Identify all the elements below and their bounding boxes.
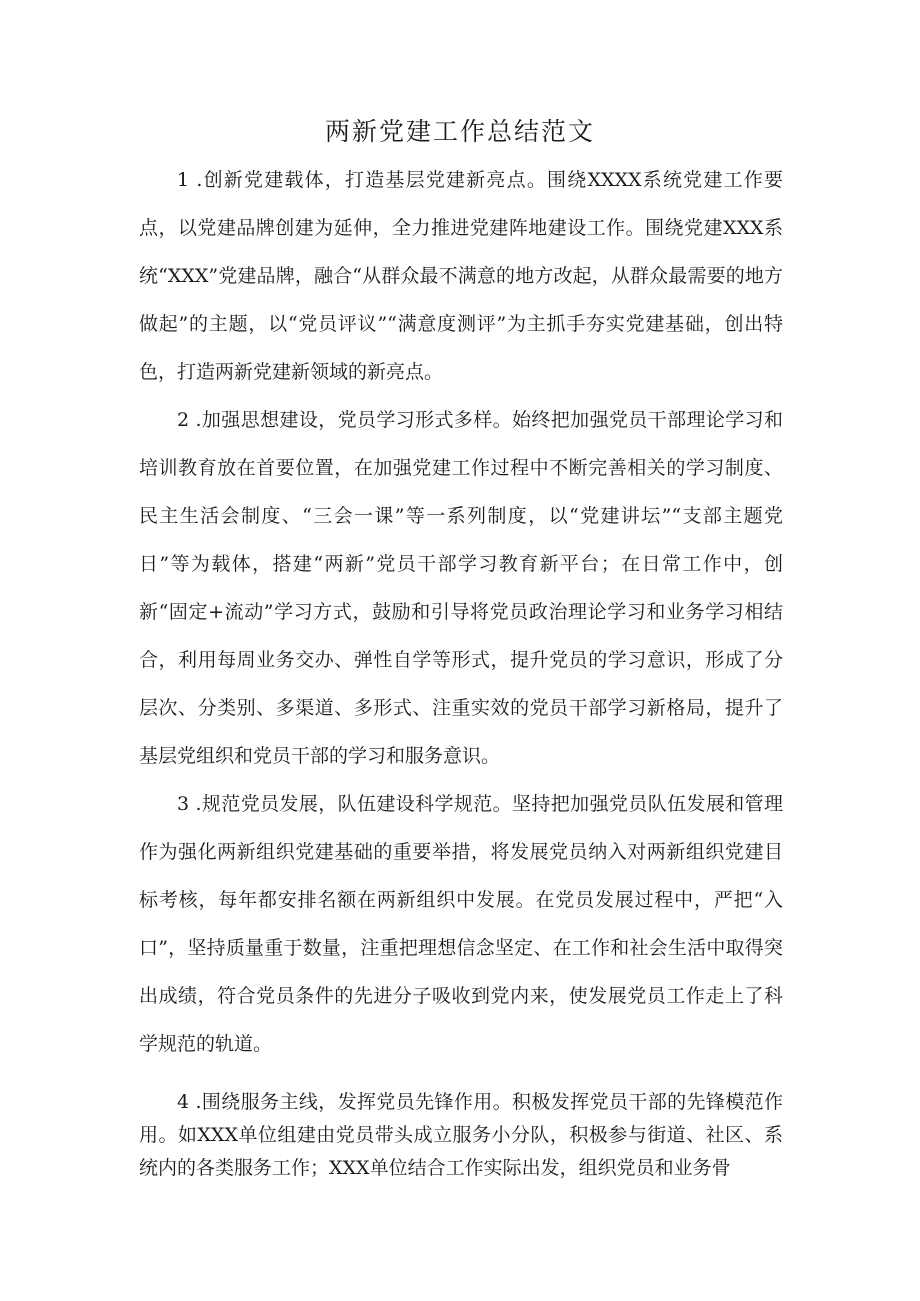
- paragraph-3: 3 .规范党员发展，队伍建设科学规范。坚持把加强党员队伍发展和管理作为强化两新组织党建基础的重要举措，将发展党员纳入对两新组织党建目标考核，每年都安排名额在两新组织中发展。在党员发展过程中，严把“入口”，坚持质量重于数量，注重把理想信念坚定、在工作和社会生活中取得突出成绩，符合党员条件的先进分子吸收到党内来，使发展党员工作走上了科学规范的轨道。: [139, 793, 783, 1055]
- paragraph-1: 1 .创新党建载体，打造基层党建新亮点。围绕XXXX系统党建工作要点，以党建品牌创建为延伸，全力推进党建阵地建设工作。围绕党建XXX系统“XXX”党建品牌，融合“从群众最不满意的地方改起，从群众最需要的地方做起”的主题，以“党员评议”“满意度测评”为主抓手夯实党建基础，创出特色，打造两新党建新领域的新亮点。: [139, 169, 783, 383]
- document-title: 两新党建工作总结范文: [324, 117, 595, 146]
- paragraph-2: 2 .加强思想建设，党员学习形式多样。始终把加强党员干部理论学习和培训教育放在首要位置，在加强党建工作过程中不断完善相关的学习制度、民主生活会制度、“三会一课”等一系列制度，以“党建讲坛”“支部主题党日”等为载体，搭建“两新”党员干部学习教育新平台；在日常工作中，创新“固定+流动”学习方式，鼓励和引导将党员政治理论学习和业务学习相结合，利用每周业务交办、弹性自学等形式，提升党员的学习意识，形成了分层次、分类别、多渠道、多形式、注重实效的党员干部学习新格局，提升了基层党组织和党员干部的学习和服务意识。: [139, 409, 783, 767]
- paragraph-4: 4 .围绕服务主线，发挥党员先锋作用。积极发挥党员干部的先锋模范作用。如XXX单位组建由党员带头成立服务小分队，积极参与街道、社区、系统内的各类服务工作；XXX单位结合工作实际出发，组织党员和业务骨: [139, 1091, 783, 1179]
